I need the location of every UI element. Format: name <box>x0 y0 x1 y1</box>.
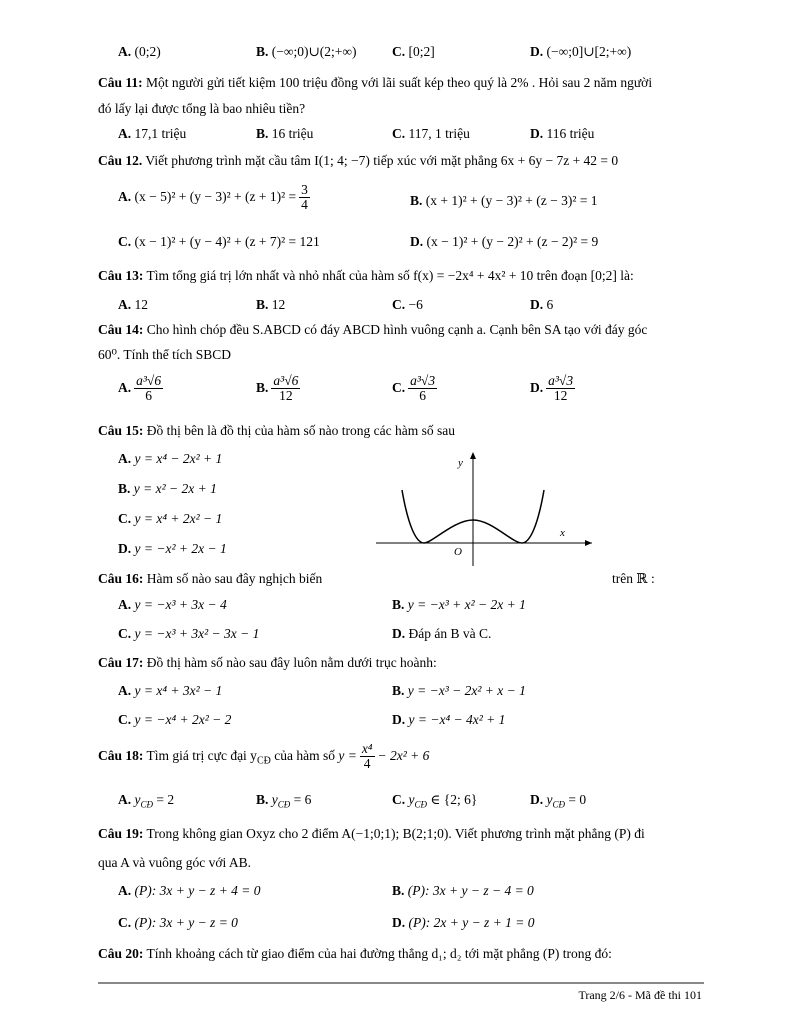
q19-option-c: C. (P): 3x + y − z = 0 <box>118 915 238 930</box>
y-axis-arrow <box>470 452 476 459</box>
q16-option-d: D. Đáp án B và C. <box>392 626 492 641</box>
q14-stem-2: 60⁰. Tính thể tích SBCD <box>98 347 232 362</box>
q17-option-a: A. y = x⁴ + 3x² − 1 <box>118 683 223 698</box>
q13-stem: Câu 13: Tìm tổng giá trị lớn nhất và nhỏ nhất của hàm số f(x) = −2x⁴ + 4x² + 10 trên đoạn [0;2] là: <box>98 268 634 283</box>
q14-option-c: C. $\frac{\text{a³√3}}{6}$ <box>392 373 436 404</box>
q18-option-d: D. $y_{CĐ} = 0$ <box>530 792 587 810</box>
q13-option-a: A. 12 <box>118 297 148 312</box>
q19-option-b: B. (P): 3x + y − z − 4 = 0 <box>392 883 534 898</box>
y-axis-label: y <box>458 457 463 469</box>
q14-option-a: A. $\frac{\text{a³√6}}{6}$ <box>118 373 162 404</box>
q19-option-a: A. (P): 3x + y − z + 4 = 0 <box>118 883 261 898</box>
q11-option-d: D. 116 triệu <box>530 126 595 141</box>
q17-stem: Câu 17: Đồ thị hàm số nào sau đây luôn nằm dưới trục hoành: <box>98 655 437 670</box>
q19-stem-2: qua A và vuông góc với AB. <box>98 855 252 870</box>
q13-option-c: C. −6 <box>392 297 423 312</box>
q17-option-d: D. y = −x⁴ − 4x² + 1 <box>392 712 506 727</box>
q12-option-d: D. (x − 1)² + (y − 2)² + (z − 2)² = 9 <box>410 234 599 249</box>
q13-option-d: D. 6 <box>530 297 554 312</box>
footer-rule <box>98 982 704 984</box>
q12-option-c: C. (x − 1)² + (y − 4)² + (z + 7)² = 121 <box>118 234 320 249</box>
q13-option-b: B. 12 <box>256 297 286 312</box>
q18-option-c: C. $y_{CĐ}$ ∈ {2; 6} <box>392 792 478 810</box>
origin-label: O <box>454 546 462 558</box>
q14-option-b: B. $\frac{\text{a³√6}}{12}$ <box>256 373 299 404</box>
q18-option-b: B. $y_{CĐ} = 6$ <box>256 792 312 810</box>
q11-option-a: A. 17,1 triệu <box>118 126 187 141</box>
q10-option-b: B. (−∞;0)∪(2;+∞) <box>256 44 357 59</box>
q20-stem: Câu 20: Tính khoảng cách từ giao điểm của hai đường thẳng d₁; d₂ tới mặt phẳng (P) trong đó: <box>98 946 612 961</box>
q15-stem: Câu 15: Đồ thị bên là đồ thị của hàm số nào trong các hàm số sau <box>98 423 455 438</box>
q11-option-c: C. 117, 1 triệu <box>392 126 470 141</box>
q15-option-a: A. y = x⁴ − 2x² + 1 <box>118 451 223 466</box>
q15-option-c: C. y = x⁴ + 2x² − 1 <box>118 511 223 526</box>
q16-option-b: B. y = −x³ + x² − 2x + 1 <box>392 597 526 612</box>
q17-option-b: B. y = −x³ − 2x² + x − 1 <box>392 683 526 698</box>
q19-stem: Câu 19: Trong không gian Oxyz cho 2 điểm A(−1;0;1); B(2;1;0). Viết phương trình mặt phẳng (P) đi <box>98 826 645 841</box>
q11-option-b: B. 16 triệu <box>256 126 314 141</box>
q12-option-a: A. (x − 5)² + (y − 3)² + (z + 1)² = $\frac{3}{4}$ <box>118 182 308 213</box>
q18-stem: Câu 18: Tìm giá trị cực đại $y_{CĐ}$ của hàm số y = $\frac{\text{x⁴}}{4}$ − 2x² + 6 <box>98 741 430 772</box>
page-footer: Trang 2/6 - Mã đề thi 101 <box>578 988 702 1002</box>
q11-stem-2: đó lấy lại được tổng là bao nhiêu tiền? <box>98 101 306 116</box>
q10-option-a: A. (0;2) <box>118 44 161 59</box>
q16-stem-tail: trên ℝ : <box>612 571 655 586</box>
q16-stem: Câu 16: Hàm số nào sau đây nghịch biến <box>98 571 323 586</box>
q15-option-b: B. y = x² − 2x + 1 <box>118 481 217 496</box>
q16-option-c: C. y = −x³ + 3x² − 3x − 1 <box>118 626 260 641</box>
q19-option-d: D. (P): 2x + y − z + 1 = 0 <box>392 915 535 930</box>
q18-option-a: A. $y_{CĐ} = 2$ <box>118 792 175 810</box>
q17-option-c: C. y = −x⁴ + 2x² − 2 <box>118 712 232 727</box>
q10-option-c: C. [0;2] <box>392 44 435 59</box>
q10-option-d: D. (−∞;0]∪[2;+∞) <box>530 44 632 59</box>
x-axis-arrow <box>585 540 592 546</box>
q12-stem: Câu 12. Viết phương trình mặt cầu tâm I(1; 4; −7) tiếp xúc với mặt phẳng 6x + 6y − 7z + 42 = 0 <box>98 153 619 168</box>
q12-option-b: B. (x + 1)² + (y − 3)² + (z − 3)² = 1 <box>410 193 598 208</box>
q14-stem: Câu 14: Cho hình chóp đều S.ABCD có đáy ABCD hình vuông cạnh a. Cạnh bên SA tạo với đáy góc <box>98 322 648 337</box>
q14-option-d: D. $\frac{\text{a³√3}}{12}$ <box>530 373 574 404</box>
x-axis-label: x <box>560 527 565 539</box>
q16-option-a: A. y = −x³ + 3x − 4 <box>118 597 227 612</box>
q15-option-d: D. y = −x² + 2x − 1 <box>118 541 227 556</box>
q15-graph <box>372 450 594 568</box>
q11-stem: Câu 11: Một người gửi tiết kiệm 100 triệu đồng với lãi suất kép theo quý là 2% . Hỏi sau 2 năm người <box>98 75 653 90</box>
